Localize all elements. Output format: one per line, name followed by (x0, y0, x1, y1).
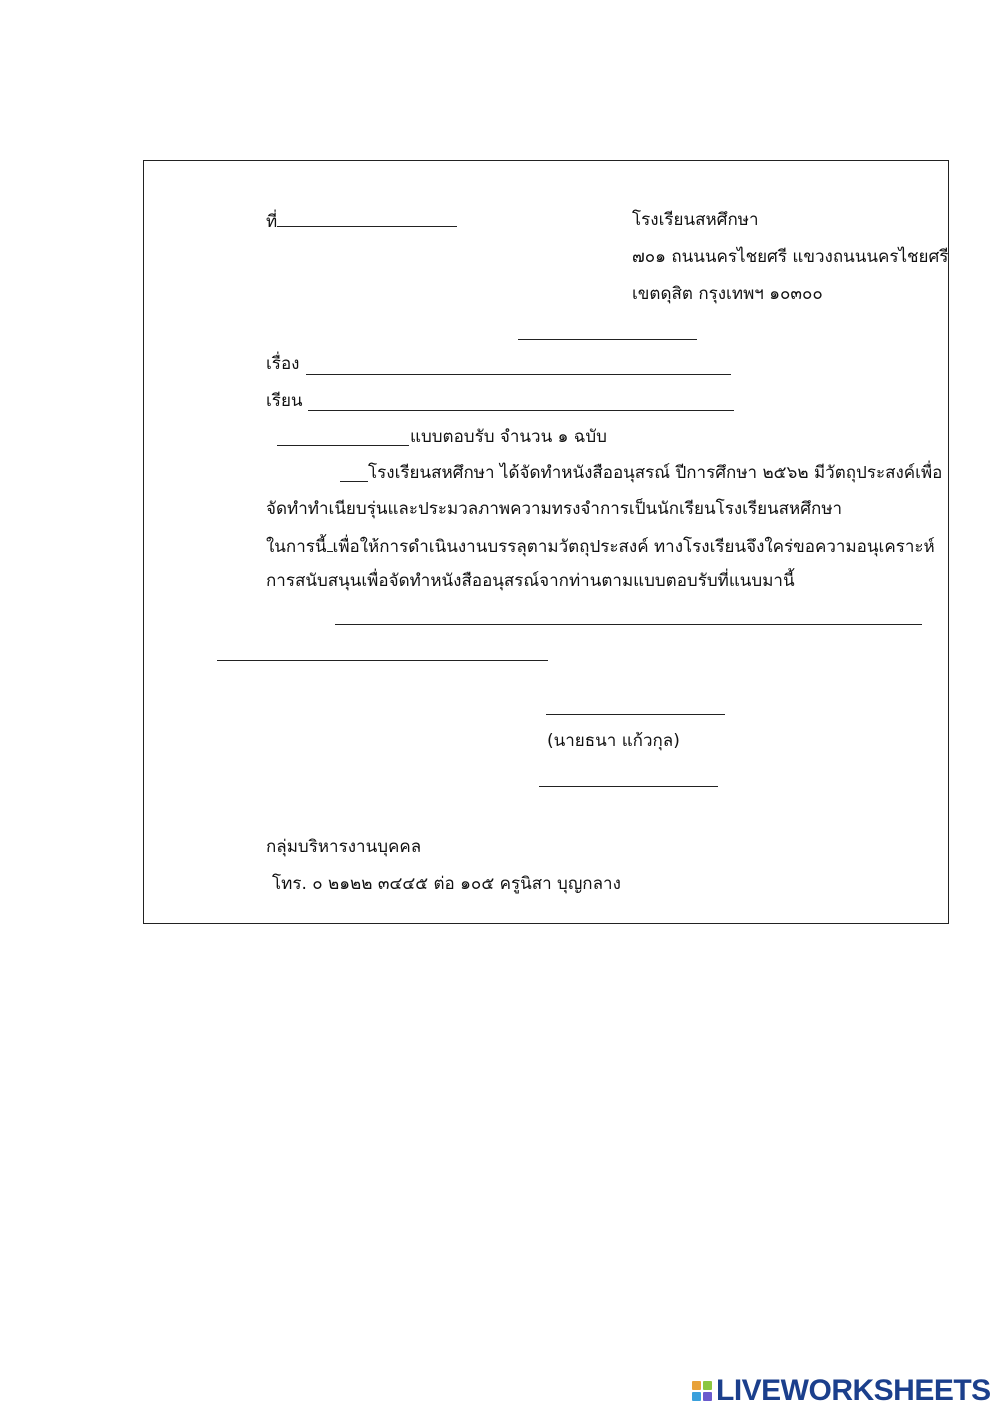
logo-square-3 (692, 1392, 701, 1401)
signature-blank[interactable] (546, 714, 725, 715)
attachment-text: แบบตอบรับ จำนวน ๑ ฉบับ (410, 427, 607, 447)
address-line-2: เขตดุสิต กรุงเทพฯ ๑๐๓๐๐ (632, 284, 823, 304)
to-blank[interactable] (308, 410, 734, 411)
subject-label: เรื่อง (266, 354, 300, 374)
body-blank-start[interactable] (340, 481, 368, 482)
phone-contact: โทร. ๐ ๒๑๒๒ ๓๔๔๕ ต่อ ๑๐๕ ครูนิสา บุญกลาง (272, 874, 621, 894)
closing-blank-2[interactable] (217, 660, 548, 661)
school-name: โรงเรียนสหศึกษา (632, 210, 759, 230)
ref-number-row (266, 208, 457, 234)
logo-square-2 (703, 1381, 712, 1390)
body-line-3-b: เพื่อให้การดำเนินงานบรรลุตามวัตถุประสงค์ ทางโรงเรียนจึงใคร่ขอความอนุเคราะห์ (332, 537, 935, 557)
to-label: เรียน (266, 391, 303, 411)
position-blank[interactable] (539, 786, 718, 787)
body-line-4: การสนับสนุนเพื่อจัดทำหนังสืออนุสรณ์จากท่านตามแบบตอบรับที่แนบมานี้ (266, 571, 795, 591)
department: กลุ่มบริหารงานบุคคล (266, 837, 422, 857)
logo-square-1 (692, 1381, 701, 1390)
body-line-1: โรงเรียนสหศึกษา ได้จัดทำหนังสืออนุสรณ์ ปีการศึกษา ๒๕๖๒ มีวัตถุประสงค์เพื่อ (368, 463, 943, 483)
date-blank[interactable] (518, 339, 697, 340)
body-line-2: จัดทำทำเนียบรุ่นและประมวลภาพความทรงจำการเป็นนักเรียนโรงเรียนสหศึกษา (266, 499, 843, 519)
ref-label: ที่ (266, 212, 278, 232)
body-line-3-a: ในการนี้ (266, 537, 327, 557)
logo-text: LIVEWORKSHEETS (716, 1374, 991, 1407)
liveworksheets-logo (692, 1374, 991, 1408)
address-line-1: ๗๐๑ ถนนนครไชยศรี แขวงถนนนครไชยศรี (632, 247, 949, 267)
logo-square-4 (703, 1392, 712, 1401)
attachment-blank[interactable] (277, 445, 409, 446)
signer-name: (นายธนา แก้วกุล) (547, 731, 680, 751)
body-line-3 (266, 533, 935, 559)
closing-blank-1[interactable] (335, 624, 922, 625)
ref-number-blank[interactable] (277, 208, 457, 227)
subject-blank[interactable] (306, 374, 731, 375)
logo-squares-icon (692, 1381, 712, 1401)
